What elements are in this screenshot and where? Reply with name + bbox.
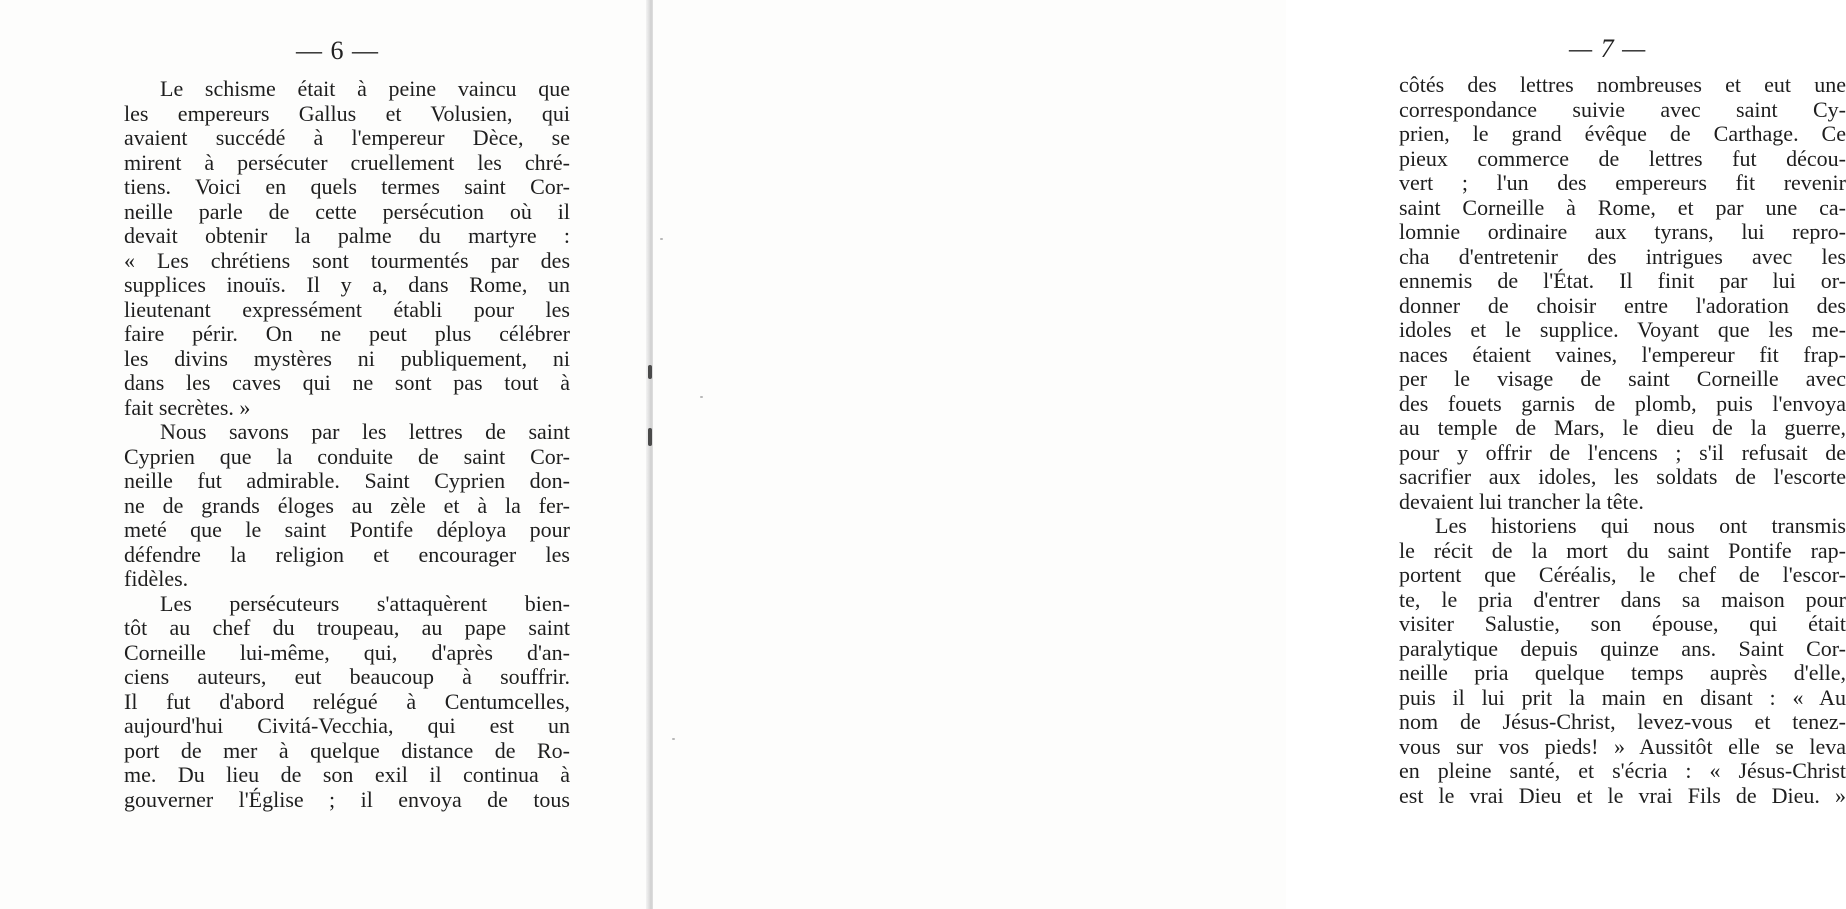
text-line: fait secrètes. » (124, 394, 251, 420)
text-line: devait obtenir la palme du martyre : (124, 223, 570, 248)
text-line: nom de Jésus-Christ, levez-vous et tenez- (1399, 709, 1846, 734)
text-line: ne de grands éloges au zèle et à la fer- (124, 492, 570, 518)
text-line: est le vrai Dieu et le vrai Fils de Dieu. » (1399, 782, 1846, 808)
text-line: faire périr. On ne peut plus célébrer (124, 321, 570, 346)
text-line: donner de choisir entre l'adoration des (1399, 292, 1846, 318)
text-line: neille fut admirable. Saint Cyprien don- (124, 468, 570, 493)
text-line: « Les chrétiens sont tourmentés par des (124, 247, 570, 273)
text-line: me. Du lieu de son exil il continua à (124, 762, 570, 787)
text-line: Corneille lui-même, qui, d'après d'an- (124, 639, 570, 665)
text-line: per le visage de saint Corneille avec (1399, 366, 1846, 391)
text-line: Le schisme était à peine vaincu que (160, 76, 570, 101)
page-number-6: — 6 — (296, 36, 379, 65)
text-line: Il fut d'abord relégué à Centumcelles, (124, 688, 570, 714)
text-line: portent que Céréalis, le chef de l'escor- (1399, 562, 1846, 587)
text-line: les divins mystères ni publiquement, ni (124, 345, 570, 371)
text-line: ciens auteurs, eut beaucoup à souffrir. (124, 664, 570, 689)
text-line: pour y offrir de l'encens ; s'il refusait de (1399, 439, 1846, 465)
text-line: avaient succédé à l'empereur Dèce, se (124, 125, 570, 150)
text-line: Cyprien que la conduite de saint Cor- (124, 443, 570, 469)
text-line: supplices inouïs. Il y a, dans Rome, un (124, 272, 570, 297)
text-line: visiter Salustie, son épouse, qui était (1399, 611, 1846, 636)
text-line: gouverner l'Église ; il envoya de tous (124, 786, 570, 812)
text-line: en pleine santé, et s'écria : « Jésus-Christ (1399, 758, 1846, 783)
binding-mark (648, 365, 652, 379)
text-line: lieutenant expressément établi pour les (124, 296, 570, 322)
text-line: pieux commerce de lettres fut décou- (1399, 145, 1846, 171)
text-line: tiens. Voici en quels termes saint Cor- (124, 174, 570, 199)
text-line: puis il lui prit la main en disant : « Au (1399, 684, 1846, 710)
text-line: sacrifier aux idoles, les soldats de l'escorte (1399, 464, 1846, 489)
paper-speck (660, 238, 663, 240)
text-line: défendre la religion et encourager les (124, 541, 570, 567)
text-line: mirent à persécuter cruellement les chré- (124, 149, 570, 175)
text-line: ennemis de l'État. Il finit par lui or- (1399, 268, 1846, 293)
right-page (653, 0, 1846, 909)
text-line: cha d'entretenir des intrigues avec les (1399, 243, 1846, 269)
text-line: paralytique depuis quinze ans. Saint Cor- (1399, 635, 1846, 661)
text-line: neille parle de cette persécution où il (124, 198, 570, 224)
text-line: lomnie ordinaire aux tyrans, lui repro- (1399, 219, 1846, 244)
text-line: aujourd'hui Civitá-Vecchia, qui est un (124, 713, 570, 738)
paper-speck (700, 396, 703, 398)
right-page-text (1399, 73, 1846, 808)
text-line: meté que le saint Pontife déploya pour (124, 517, 570, 542)
text-line: vert ; l'un des empereurs fit revenir (1399, 170, 1846, 195)
text-line: devaient lui trancher la tête. (1399, 488, 1644, 514)
text-line: des fouets garnis de plomb, puis l'envoya (1399, 390, 1846, 416)
text-line: prien, le grand évêque de Carthage. Ce (1399, 121, 1846, 146)
page-number-7: — 7 — (1569, 34, 1647, 63)
text-line: correspondance suivie avec saint Cy- (1399, 96, 1846, 122)
text-line: saint Corneille à Rome, et par une ca- (1399, 194, 1846, 220)
text-line: le récit de la mort du saint Pontife rap- (1399, 537, 1846, 563)
text-line: tôt au chef du troupeau, au pape saint (124, 615, 570, 640)
text-line: naces étaient vaines, l'empereur fit frap- (1399, 341, 1846, 367)
left-page (0, 0, 648, 909)
text-line: Les persécuteurs s'attaquèrent bien- (160, 590, 570, 616)
text-line: Les historiens qui nous ont transmis (1435, 513, 1846, 538)
left-page-text (124, 77, 570, 812)
text-line: au temple de Mars, le dieu de la guerre, (1399, 415, 1846, 440)
text-line: te, le pria d'entrer dans sa maison pour (1399, 586, 1846, 612)
text-line: vous sur vos pieds! » Aussitôt elle se leva (1399, 733, 1846, 759)
binding-mark (648, 428, 652, 446)
text-line: les empereurs Gallus et Volusien, qui (124, 100, 570, 126)
text-line: dans les caves qui ne sont pas tout à (124, 370, 570, 395)
paper-speck (672, 738, 675, 740)
text-line: port de mer à quelque distance de Ro- (124, 737, 570, 763)
text-line: Nous savons par les lettres de saint (160, 419, 570, 444)
text-line: idoles et le supplice. Voyant que les me- (1399, 317, 1846, 342)
text-line: fidèles. (124, 566, 189, 591)
text-line: neille pria quelque temps auprès d'elle, (1399, 660, 1846, 685)
text-line: côtés des lettres nombreuses et eut une (1399, 72, 1846, 97)
